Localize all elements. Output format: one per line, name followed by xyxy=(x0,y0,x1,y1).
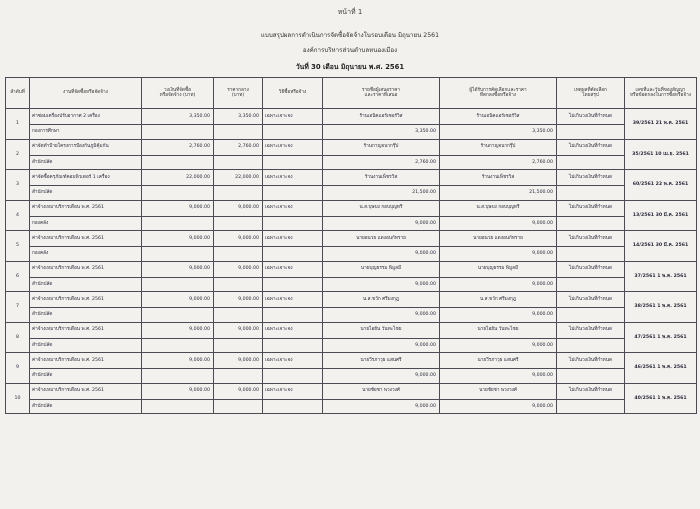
selection-reason: ไม่เกินวงเงินที่กำหนด xyxy=(557,353,625,369)
bidder-name: นายไอยัน วันทะไชย xyxy=(323,322,440,338)
winning-price: 9,000.00 xyxy=(440,277,557,292)
winning-price: 3,350.00 xyxy=(440,125,557,140)
winning-price: 21,500.00 xyxy=(440,186,557,201)
col-header-no: ลำดับที่ xyxy=(6,78,30,109)
winning-price: 9,000.00 xyxy=(440,338,557,353)
contract-ref: 37/2561 1 พ.ค. 2561 xyxy=(625,261,697,292)
col-header-item: งานที่จัดซื้อหรือจัดจ้าง xyxy=(30,78,142,109)
median-price: 9,000.00 xyxy=(214,383,263,399)
empty-cell xyxy=(214,125,263,140)
contract-ref: 46/2561 1 พ.ค. 2561 xyxy=(625,353,697,384)
procurement-method: เฉพาะเจาะจง xyxy=(263,170,323,186)
selection-reason: ไม่เกินวงเงินที่กำหนด xyxy=(557,292,625,308)
winner-name: นายไอยัน วันทะไชย xyxy=(440,322,557,338)
contract-ref: 47/2561 1 พ.ค. 2561 xyxy=(625,322,697,353)
row-number: 5 xyxy=(6,231,30,262)
col-header-bidders: รายชื่อผู้เสนอราคา และราคาที่เสนอ xyxy=(323,78,440,109)
bidder-name: นายชัยชา พวงวงศ์ xyxy=(323,383,440,399)
empty-cell xyxy=(263,155,323,170)
bidder-name: นายวีรภาวุธ แสนศรี xyxy=(323,353,440,369)
selection-reason: ไม่เกินวงเงินที่กำหนด xyxy=(557,139,625,155)
empty-cell xyxy=(214,308,263,323)
contract-ref: 13/2561 30 มี.ค. 2561 xyxy=(625,200,697,231)
item-description: ค่าจ้างเหมาบริการเดือน พ.ศ. 2561 xyxy=(30,322,142,338)
empty-cell xyxy=(557,155,625,170)
winning-price: 9,000.00 xyxy=(440,247,557,262)
empty-cell xyxy=(214,186,263,201)
empty-cell xyxy=(142,186,214,201)
empty-cell xyxy=(263,125,323,140)
department: สำนักปลัด xyxy=(30,369,142,384)
median-price: 3,350.00 xyxy=(214,109,263,125)
empty-cell xyxy=(557,247,625,262)
bidder-name: นายอนวย แดงอนก์ทราย xyxy=(323,231,440,247)
median-price: 9,000.00 xyxy=(214,261,263,277)
table-row xyxy=(6,170,697,186)
bidder-name: ร้านงานเพ็ชรวิส xyxy=(323,170,440,186)
bid-price: 9,000.00 xyxy=(323,216,440,231)
table-header-row xyxy=(6,78,697,109)
col-header-reason: เหตุผลที่คัดเลือก โดยสรุป xyxy=(557,78,625,109)
empty-cell xyxy=(263,216,323,231)
contract-ref: 40/2561 1 พ.ค. 2561 xyxy=(625,383,697,414)
empty-cell xyxy=(214,155,263,170)
col-header-method: วิธีซื้อหรือจ้าง xyxy=(263,78,323,109)
empty-cell xyxy=(263,399,323,414)
contract-ref: 35/2561 10 เม.ย. 2561 xyxy=(625,139,697,170)
item-description: ค่าจ้างเหมาบริการเดือน พ.ศ. 2561 xyxy=(30,353,142,369)
row-number: 1 xyxy=(6,109,30,140)
row-number: 9 xyxy=(6,353,30,384)
bidder-name: น.ส.บุษบง กอบบุญทรี xyxy=(323,200,440,216)
procurement-method: เฉพาะเจาะจง xyxy=(263,109,323,125)
department: กองการศึกษา xyxy=(30,125,142,140)
empty-cell xyxy=(142,308,214,323)
empty-cell xyxy=(214,399,263,414)
empty-cell xyxy=(263,338,323,353)
table-row-detail xyxy=(6,186,697,201)
empty-cell xyxy=(214,338,263,353)
contract-ref: 38/2561 1 พ.ค. 2561 xyxy=(625,292,697,323)
winning-price: 9,000.00 xyxy=(440,399,557,414)
budget-amount: 2,760.00 xyxy=(142,139,214,155)
winner-name: นายวีรภาวุธ แสนศรี xyxy=(440,353,557,369)
bid-price: 3,350.00 xyxy=(323,125,440,140)
empty-cell xyxy=(557,216,625,231)
selection-reason: ไม่เกินวงเงินที่กำหนด xyxy=(557,170,625,186)
winner-name: นายชัยชา พวงวงศ์ xyxy=(440,383,557,399)
selection-reason: ไม่เกินวงเงินที่กำหนด xyxy=(557,231,625,247)
bid-price: 9,000.00 xyxy=(323,338,440,353)
empty-cell xyxy=(557,277,625,292)
department: สำนักปลัด xyxy=(30,308,142,323)
selection-reason: ไม่เกินวงเงินที่กำหนด xyxy=(557,261,625,277)
median-price: 9,000.00 xyxy=(214,353,263,369)
empty-cell xyxy=(557,186,625,201)
item-description: ค่าจ้างเหมาบริการเดือน พ.ศ. 2561 xyxy=(30,200,142,216)
empty-cell xyxy=(263,369,323,384)
bid-price: 9,000.00 xyxy=(323,277,440,292)
table-row-detail xyxy=(6,369,697,384)
winning-price: 9,000.00 xyxy=(440,308,557,323)
winner-name: น.ส.ขวัก ศรีมงกุฎ xyxy=(440,292,557,308)
table-row xyxy=(6,292,697,308)
item-description: ค่าจ้างเหมาบริการเดือน พ.ศ. 2561 xyxy=(30,292,142,308)
winner-name: นายบุญธรรม พิมูลมี xyxy=(440,261,557,277)
row-number: 6 xyxy=(6,261,30,292)
procurement-method: เฉพาะเจาะจง xyxy=(263,200,323,216)
col-header-winner: ผู้ได้รับการคัดเลือกและราคา ที่ตกลงซื้อหรือจ้าง xyxy=(440,78,557,109)
item-description: ค่าซ่อมเครื่องปรับอากาศ 2 เครื่อง xyxy=(30,109,142,125)
contract-ref: 60/2561 22 พ.ค. 2561 xyxy=(625,170,697,201)
winning-price: 9,000.00 xyxy=(440,216,557,231)
bidder-name: น.ส.ขวัก ศรีมงกุฎ xyxy=(323,292,440,308)
table-row xyxy=(6,261,697,277)
col-header-median-price: ราคากลาง (บาท) xyxy=(214,78,263,109)
budget-amount: 9,000.00 xyxy=(142,261,214,277)
item-description: ค่าจ้างเหมาบริการเดือน พ.ศ. 2561 xyxy=(30,261,142,277)
department: สำนักปลัด xyxy=(30,277,142,292)
row-number: 7 xyxy=(6,292,30,323)
bid-price: 2,760.00 xyxy=(323,155,440,170)
median-price: 9,000.00 xyxy=(214,292,263,308)
organization-name: องค์การบริหารส่วนตำบลหนองเมือง xyxy=(302,47,398,54)
winner-name: ร้านงานเพ็ชรวิส xyxy=(440,170,557,186)
median-price: 9,000.00 xyxy=(214,200,263,216)
empty-cell xyxy=(263,277,323,292)
empty-cell xyxy=(557,125,625,140)
table-row-detail xyxy=(6,216,697,231)
table-row xyxy=(6,353,697,369)
winner-name: นายอนวย แดงอนก์ทราย xyxy=(440,231,557,247)
selection-reason: ไม่เกินวงเงินที่กำหนด xyxy=(557,383,625,399)
empty-cell xyxy=(142,369,214,384)
item-description: ค่าจ้างเหมาบริการเดือน พ.ศ. 2561 xyxy=(30,231,142,247)
table-row-detail xyxy=(6,125,697,140)
budget-amount: 9,000.00 xyxy=(142,353,214,369)
budget-amount: 9,000.00 xyxy=(142,231,214,247)
row-number: 8 xyxy=(6,322,30,353)
report-date: วันที่ 30 เดือน มิถุนายน พ.ศ. 2561 xyxy=(295,63,405,71)
empty-cell xyxy=(557,369,625,384)
procurement-method: เฉพาะเจาะจง xyxy=(263,383,323,399)
bidder-name: ร้านกาญจนากรุ๊ป xyxy=(323,139,440,155)
budget-amount: 9,000.00 xyxy=(142,383,214,399)
table-row-detail xyxy=(6,399,697,414)
empty-cell xyxy=(142,155,214,170)
table-row xyxy=(6,139,697,155)
empty-cell xyxy=(142,125,214,140)
empty-cell xyxy=(142,399,214,414)
empty-cell xyxy=(263,247,323,262)
table-row-detail xyxy=(6,338,697,353)
empty-cell xyxy=(142,338,214,353)
bid-price: 21,500.00 xyxy=(323,186,440,201)
item-description: ค่าจัดซื้อครุภัณฑ์คอมพิวเตอร์ 1 เครื่อง xyxy=(30,170,142,186)
empty-cell xyxy=(263,186,323,201)
budget-amount: 22,000.00 xyxy=(142,170,214,186)
winning-price: 2,760.00 xyxy=(440,155,557,170)
empty-cell xyxy=(214,247,263,262)
department: สำนักปลัด xyxy=(30,399,142,414)
procurement-method: เฉพาะเจาะจง xyxy=(263,322,323,338)
procurement-method: เฉพาะเจาะจง xyxy=(263,139,323,155)
empty-cell xyxy=(214,277,263,292)
item-description: ค่าจัดทำป้ายโครงการป้องกันภูมิคุ้มกัน xyxy=(30,139,142,155)
budget-amount: 3,350.00 xyxy=(142,109,214,125)
row-number: 3 xyxy=(6,170,30,201)
budget-amount: 9,000.00 xyxy=(142,292,214,308)
report-title: แบบสรุปผลการดำเนินการจัดซื้อจัดจ้างในรอบเดือน มิถุนายน 2561 xyxy=(260,32,440,39)
procurement-method: เฉพาะเจาะจง xyxy=(263,353,323,369)
department: กองคลัง xyxy=(30,216,142,231)
empty-cell xyxy=(214,369,263,384)
empty-cell xyxy=(557,308,625,323)
table-row-detail xyxy=(6,308,697,323)
table-row xyxy=(6,109,697,125)
contract-ref: 14/2561 30 มี.ค. 2561 xyxy=(625,231,697,262)
bid-price: 9,000.00 xyxy=(323,399,440,414)
bid-price: 9,000.00 xyxy=(323,247,440,262)
median-price: 2,760.00 xyxy=(214,139,263,155)
department: สำนักปลัด xyxy=(30,155,142,170)
empty-cell xyxy=(214,216,263,231)
department: สำนักปลัด xyxy=(30,186,142,201)
procurement-method: เฉพาะเจาะจง xyxy=(263,292,323,308)
contract-ref: 39/2561 21 พ.ค. 2561 xyxy=(625,109,697,140)
winning-price: 9,000.00 xyxy=(440,369,557,384)
col-header-budget: วงเงินที่จัดซื้อ หรือจัดจ้าง (บาท) xyxy=(142,78,214,109)
department: กองคลัง xyxy=(30,247,142,262)
winner-name: ร้านเอนิคแอร์เซอร์วิส xyxy=(440,109,557,125)
table-row-detail xyxy=(6,277,697,292)
table-row xyxy=(6,322,697,338)
median-price: 9,000.00 xyxy=(214,231,263,247)
table-row-detail xyxy=(6,247,697,262)
row-number: 2 xyxy=(6,139,30,170)
budget-amount: 9,000.00 xyxy=(142,200,214,216)
median-price: 9,000.00 xyxy=(214,322,263,338)
median-price: 22,000.00 xyxy=(214,170,263,186)
empty-cell xyxy=(263,308,323,323)
procurement-table xyxy=(5,77,697,414)
col-header-contract: เลขที่และวันที่ของสัญญา หรือข้อตกลงในการซื้อหรือจ้าง xyxy=(625,78,697,109)
bidder-name: นายบุญธรรม พิมูลมี xyxy=(323,261,440,277)
bid-price: 9,000.00 xyxy=(323,308,440,323)
empty-cell xyxy=(142,247,214,262)
bidder-name: ร้านเอนิคแอร์เซอร์วิส xyxy=(323,109,440,125)
winner-name: ร้านกาญจนากรุ๊ป xyxy=(440,139,557,155)
winner-name: น.ส.บุษบง กอบบุญทรี xyxy=(440,200,557,216)
empty-cell xyxy=(142,216,214,231)
procurement-method: เฉพาะเจาะจง xyxy=(263,261,323,277)
selection-reason: ไม่เกินวงเงินที่กำหนด xyxy=(557,109,625,125)
table-row xyxy=(6,383,697,399)
budget-amount: 9,000.00 xyxy=(142,322,214,338)
selection-reason: ไม่เกินวงเงินที่กำหนด xyxy=(557,200,625,216)
row-number: 10 xyxy=(6,383,30,414)
empty-cell xyxy=(557,399,625,414)
page-number: หน้าที่ 1 xyxy=(337,8,363,16)
selection-reason: ไม่เกินวงเงินที่กำหนด xyxy=(557,322,625,338)
empty-cell xyxy=(142,277,214,292)
table-row xyxy=(6,200,697,216)
item-description: ค่าจ้างเหมาบริการเดือน พ.ศ. 2561 xyxy=(30,383,142,399)
table-row-detail xyxy=(6,155,697,170)
row-number: 4 xyxy=(6,200,30,231)
bid-price: 9,000.00 xyxy=(323,369,440,384)
empty-cell xyxy=(557,338,625,353)
table-row xyxy=(6,231,697,247)
department: สำนักปลัด xyxy=(30,338,142,353)
procurement-method: เฉพาะเจาะจง xyxy=(263,231,323,247)
